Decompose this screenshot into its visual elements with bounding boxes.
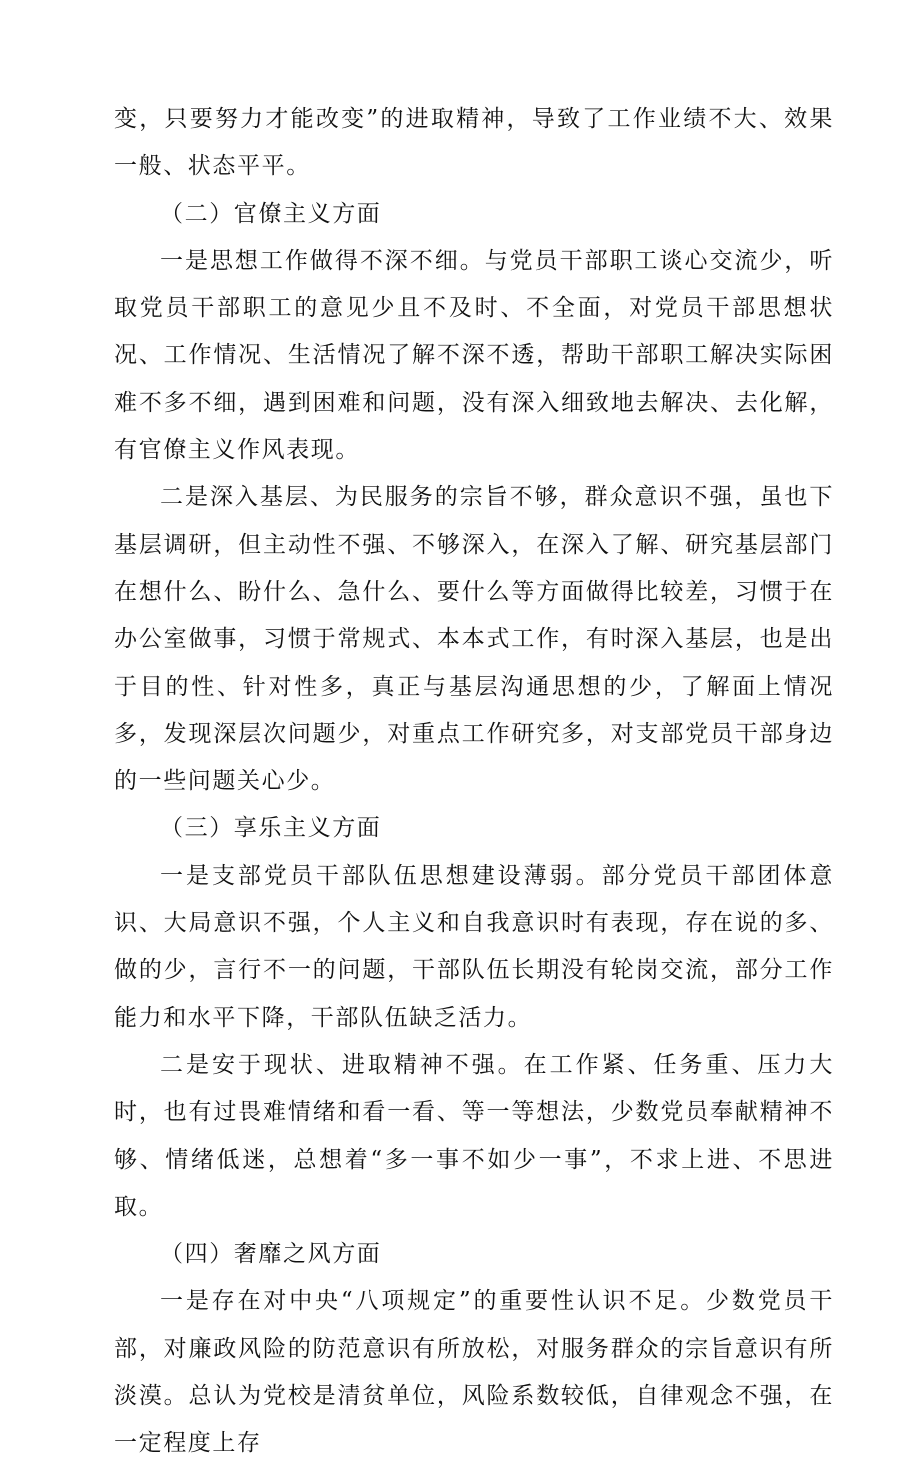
section-heading-hedonism: （三）享乐主义方面: [160, 815, 382, 842]
section-heading-bureaucratism: （二）官僚主义方面: [160, 200, 382, 227]
continuation-paragraph: 变，只要努力才能改变”的进取精神，导致了工作业绩不大、效果一般、状态平平。: [114, 106, 834, 180]
section-heading-extravagance: （四）奢靡之风方面: [160, 1241, 382, 1268]
paragraph-hedonism-2: 二是安于现状、进取精神不强。在工作紧、任务重、压力大时，也有过畏难情绪和看一看、等一等想法，少数党员奉献精神不够、情绪低迷，总想着“多一事不如少一事”，不求上进、不思进取。: [114, 1051, 834, 1220]
paragraph-hedonism-1: 一是支部党员干部队伍思想建设薄弱。部分党员干部团体意识、大局意识不强，个人主义和自我意识时有表现，存在说的多、做的少，言行不一的问题，干部队伍长期没有轮岗交流，部分工作能力和水平下降，干部队伍缺乏活力。: [114, 862, 834, 1031]
paragraph-extravagance-1: 一是存在对中央“八项规定”的重要性认识不足。少数党员干部，对廉政风险的防范意识有所放松，对服务群众的宗旨意识有所淡漠。总认为党校是清贫单位，风险系数较低，自律观念不强，在一定程度上存: [114, 1288, 834, 1457]
paragraph-bureaucratism-2: 二是深入基层、为民服务的宗旨不够，群众意识不强，虽也下基层调研，但主动性不强、不够深入，在深入了解、研究基层部门在想什么、盼什么、急什么、要什么等方面做得比较差，习惯于在办公室做事，习惯于常规式、本本式工作，有时深入基层，也是出于目的性、针对性多，真正与基层沟通思想的少，了解面上情况多，发现深层次问题少，对重点工作研究多，对支部党员干部身边的一些问题关心少。: [114, 484, 834, 795]
document-page: [114, 96, 834, 1468]
paragraph-bureaucratism-1: 一是思想工作做得不深不细。与党员干部职工谈心交流少，听取党员干部职工的意见少且不及时、不全面，对党员干部思想状况、工作情况、生活情况了解不深不透，帮助干部职工解决实际困难不多不细，遇到困难和问题，没有深入细致地去解决、去化解，有官僚主义作风表现。: [114, 247, 834, 464]
